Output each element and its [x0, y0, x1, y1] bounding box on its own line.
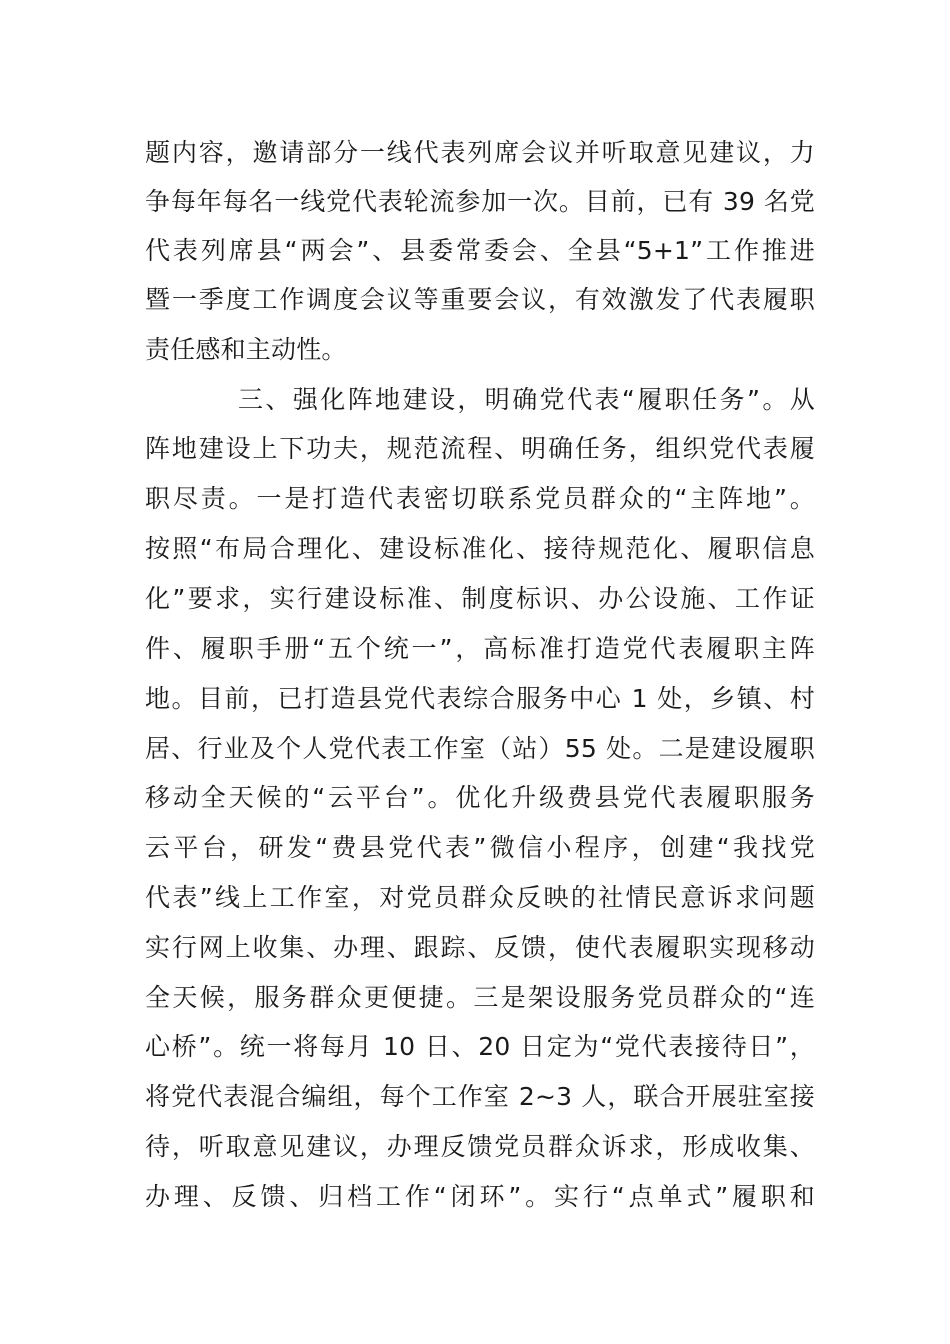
text-line-22: 办理、反馈、归档工作“闭环”。实行“点单式”履职和 [145, 1182, 815, 1211]
section-heading-line: 三、强化阵地建设，明确党代表“履职任务”。从 [238, 385, 815, 414]
text-line-9: 按照“布局合理化、建设标准化、接待规范化、履职信息 [145, 534, 815, 563]
text-line-18: 全天候，服务群众更便捷。三是架设服务党员群众的“连 [145, 983, 815, 1012]
text-line-1: 题内容，邀请部分一线代表列席会议并听取意见建议，力 [145, 138, 815, 167]
text-line-4: 暨一季度工作调度会议等重要会议，有效激发了代表履职 [145, 285, 815, 314]
text-line-20: 将党代表混合编组，每个工作室 2~3 人，联合开展驻室接 [145, 1082, 815, 1111]
text-line-8: 职尽责。一是打造代表密切联系党员群众的“主阵地”。 [145, 484, 815, 513]
text-line-3: 代表列席县“两会”、县委常委会、全县“5+1”工作推进 [145, 236, 815, 265]
text-line-21: 待，听取意见建议，办理反馈党员群众诉求，形成收集、 [145, 1132, 815, 1161]
text-line-7: 阵地建设上下功夫，规范流程、明确任务，组织党代表履 [145, 434, 815, 463]
text-line-12: 地。目前，已打造县党代表综合服务中心 1 处，乡镇、村 [145, 684, 815, 713]
text-line-16: 代表”线上工作室，对党员群众反映的社情民意诉求问题 [145, 883, 815, 912]
text-line-15: 云平台，研发“费县党代表”微信小程序，创建“我找党 [145, 833, 815, 862]
text-line-2: 争每年每名一线党代表轮流参加一次。目前，已有 39 名党 [145, 187, 815, 216]
text-line-13: 居、行业及个人党代表工作室（站）55 处。二是建设履职 [145, 734, 815, 763]
text-line-17: 实行网上收集、办理、跟踪、反馈，使代表履职实现移动 [145, 933, 815, 962]
text-line-5: 责任感和主动性。 [145, 335, 347, 364]
text-line-19: 心桥”。统一将每月 10 日、20 日定为“党代表接待日”， [145, 1032, 815, 1061]
text-line-10: 化”要求，实行建设标准、制度标识、办公设施、工作证 [145, 584, 815, 613]
text-line-14: 移动全天候的“云平台”。优化升级费县党代表履职服务 [145, 783, 815, 812]
text-line-11: 件、履职手册“五个统一”，高标准打造党代表履职主阵 [145, 634, 815, 663]
